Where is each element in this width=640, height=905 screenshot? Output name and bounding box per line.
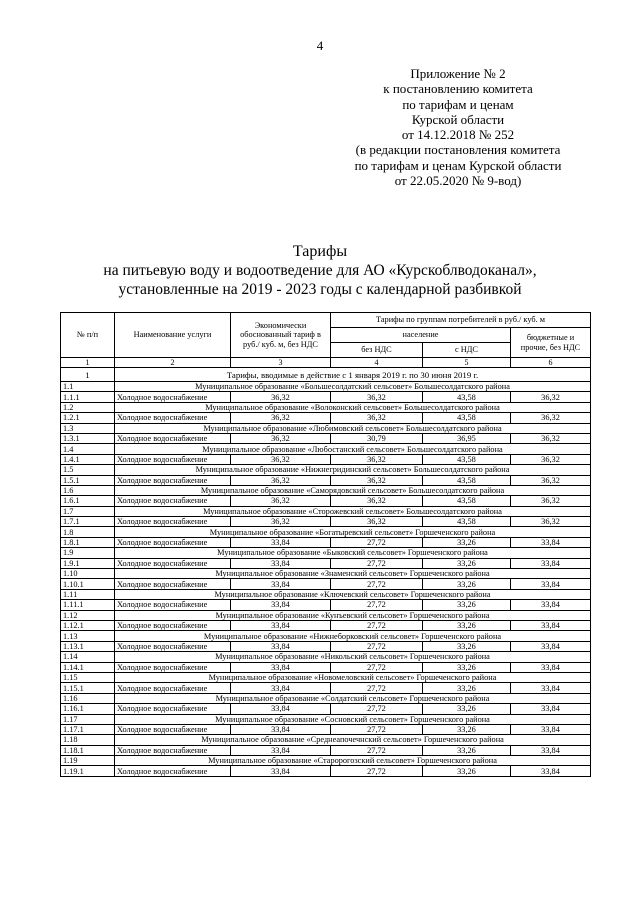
tariff-row: [61, 620, 591, 630]
service-name: Холодное водоснабжение: [115, 724, 231, 734]
budget-value: 36,32: [511, 392, 591, 402]
municipality-row: [61, 652, 591, 662]
municipality-row: [61, 714, 591, 724]
service-name: Холодное водоснабжение: [115, 641, 231, 651]
budget-value: 33,84: [511, 641, 591, 651]
population-no-vat-value: 36,32: [331, 392, 423, 402]
municipality-name: Муниципальное образование «Любимовский сельсовет» Большесолдатского района: [115, 423, 591, 433]
sub-row-number: 1.15.1: [61, 683, 115, 693]
title-line-2: на питьевую воду и водоотведение для АО «Курскоблводоканал»,: [103, 262, 537, 279]
budget-value: 33,84: [511, 662, 591, 672]
population-no-vat-value: 27,72: [331, 641, 423, 651]
economic-tariff-value: 33,84: [231, 558, 331, 568]
appendix-line: Приложение № 2: [410, 66, 506, 81]
service-name: Холодное водоснабжение: [115, 558, 231, 568]
service-name: Холодное водоснабжение: [115, 517, 231, 527]
row-number: 1.8: [61, 527, 115, 537]
municipality-row: [61, 465, 591, 475]
budget-value: 36,32: [511, 517, 591, 527]
sub-row-number: 1.16.1: [61, 704, 115, 714]
municipality-row: [61, 610, 591, 620]
sub-row-number: 1.9.1: [61, 558, 115, 568]
municipality-name: Муниципальное образование «Богатыревский сельсовет» Горшеченского района: [115, 527, 591, 537]
row-number: 1.14: [61, 652, 115, 662]
municipality-name: Муниципальное образование «Волоконский сельсовет» Большесолдатского района: [115, 402, 591, 412]
sub-row-number: 1.18.1: [61, 745, 115, 755]
sub-row-number: 1.11.1: [61, 600, 115, 610]
tariff-row: [61, 537, 591, 547]
economic-tariff-value: 36,32: [231, 496, 331, 506]
budget-value: 36,32: [511, 433, 591, 443]
row-number: 1.4: [61, 444, 115, 454]
municipality-name: Муниципальное образование «Солдатский сельсовет» Горшеченского района: [115, 693, 591, 703]
economic-tariff-value: 33,84: [231, 662, 331, 672]
budget-value: 36,32: [511, 413, 591, 423]
municipality-row: [61, 631, 591, 641]
population-with-vat-value: 33,26: [423, 579, 511, 589]
population-no-vat-value: 27,72: [331, 620, 423, 630]
row-number: 1.9: [61, 548, 115, 558]
budget-value: 33,84: [511, 537, 591, 547]
appendix-line: по тарифам и ценам: [402, 96, 514, 112]
header-population: население: [331, 328, 511, 343]
service-name: Холодное водоснабжение: [115, 600, 231, 610]
budget-value: 36,32: [511, 454, 591, 464]
row-number: 1.15: [61, 672, 115, 682]
sub-row-number: 1.1.1: [61, 392, 115, 402]
header-service: Наименование услуги: [115, 313, 231, 358]
tariff-table: [60, 312, 591, 777]
column-index: 2: [115, 358, 231, 368]
population-with-vat-value: 43,58: [423, 454, 511, 464]
economic-tariff-value: 33,84: [231, 600, 331, 610]
population-with-vat-value: 33,26: [423, 558, 511, 568]
row-number: 1.7: [61, 506, 115, 516]
population-with-vat-value: 33,26: [423, 537, 511, 547]
municipality-row: [61, 756, 591, 766]
municipality-name: Муниципальное образование «Сторожевский сельсовет» Большесолдатского района: [115, 506, 591, 516]
municipality-row: [61, 506, 591, 516]
municipality-row: [61, 735, 591, 745]
row-number: 1.19: [61, 756, 115, 766]
sub-row-number: 1.12.1: [61, 620, 115, 630]
tariff-row: [61, 433, 591, 443]
service-name: Холодное водоснабжение: [115, 392, 231, 402]
tariff-row: [61, 641, 591, 651]
budget-value: 36,32: [511, 475, 591, 485]
economic-tariff-value: 36,32: [231, 433, 331, 443]
column-index: 4: [331, 358, 423, 368]
tariff-row: [61, 392, 591, 402]
sub-row-number: 1.4.1: [61, 454, 115, 464]
sub-row-number: 1.19.1: [61, 766, 115, 776]
municipality-row: [61, 444, 591, 454]
population-no-vat-value: 36,32: [331, 517, 423, 527]
sub-row-number: 1.14.1: [61, 662, 115, 672]
document-title: [0, 242, 640, 299]
municipality-row: [61, 402, 591, 412]
municipality-name: Муниципальное образование «Саморядовский сельсовет» Большесолдатского района: [115, 485, 591, 495]
period-text: Тарифы, вводимые в действие с 1 января 2019 г. по 30 июня 2019 г.: [115, 368, 591, 382]
header-with-vat: с НДС: [423, 343, 511, 358]
economic-tariff-value: 36,32: [231, 517, 331, 527]
tariff-row: [61, 454, 591, 464]
population-with-vat-value: 33,26: [423, 683, 511, 693]
municipality-row: [61, 423, 591, 433]
budget-value: 33,84: [511, 600, 591, 610]
population-no-vat-value: 27,72: [331, 558, 423, 568]
service-name: Холодное водоснабжение: [115, 766, 231, 776]
population-with-vat-value: 33,26: [423, 766, 511, 776]
period-row: [61, 368, 591, 382]
row-number: 1.16: [61, 693, 115, 703]
population-with-vat-value: 43,58: [423, 475, 511, 485]
service-name: Холодное водоснабжение: [115, 662, 231, 672]
header-budget: бюджетные и прочие, без НДС: [511, 328, 591, 358]
economic-tariff-value: 33,84: [231, 620, 331, 630]
population-with-vat-value: 43,58: [423, 392, 511, 402]
population-no-vat-value: 36,32: [331, 475, 423, 485]
population-with-vat-value: 33,26: [423, 724, 511, 734]
budget-value: 33,84: [511, 620, 591, 630]
tariff-row: [61, 517, 591, 527]
municipality-name: Муниципальное образование «Новомеловский сельсовет» Горшеченского района: [115, 672, 591, 682]
population-no-vat-value: 27,72: [331, 600, 423, 610]
row-number: 1.2: [61, 402, 115, 412]
tariff-row: [61, 704, 591, 714]
economic-tariff-value: 33,84: [231, 641, 331, 651]
municipality-name: Муниципальное образование «Большесолдатский сельсовет» Большесолдатского района: [115, 382, 591, 392]
sub-row-number: 1.13.1: [61, 641, 115, 651]
appendix-line: по тарифам и ценам Курской области: [354, 157, 562, 173]
municipality-row: [61, 485, 591, 495]
row-number: 1.3: [61, 423, 115, 433]
municipality-row: [61, 569, 591, 579]
sub-row-number: 1.5.1: [61, 475, 115, 485]
tariff-row: [61, 475, 591, 485]
population-no-vat-value: 36,32: [331, 454, 423, 464]
column-index: 3: [231, 358, 331, 368]
row-number: 1.1: [61, 382, 115, 392]
economic-tariff-value: 33,84: [231, 683, 331, 693]
tariff-row: [61, 496, 591, 506]
appendix-line: от 14.12.2018 № 252: [401, 127, 515, 143]
municipality-name: Муниципальное образование «Быковский сельсовет» Горшеченского района: [115, 548, 591, 558]
column-index: 5: [423, 358, 511, 368]
municipality-name: Муниципальное образование «Старорогозский сельсовет» Горшеченского района: [115, 756, 591, 766]
population-no-vat-value: 27,72: [331, 724, 423, 734]
municipality-row: [61, 548, 591, 558]
municipality-name: Муниципальное образование «Знаменский сельсовет» Горшеченского района: [115, 569, 591, 579]
service-name: Холодное водоснабжение: [115, 454, 231, 464]
sub-row-number: 1.17.1: [61, 724, 115, 734]
budget-value: 33,84: [511, 558, 591, 568]
municipality-name: Муниципальное образование «Среднеапочечнский сельсовет» Горшеченского района: [115, 735, 591, 745]
municipality-row: [61, 672, 591, 682]
service-name: Холодное водоснабжение: [115, 413, 231, 423]
economic-tariff-value: 36,32: [231, 392, 331, 402]
population-no-vat-value: 27,72: [331, 704, 423, 714]
municipality-name: Муниципальное образование «Нижнеборковский сельсовет» Горшеченского района: [115, 631, 591, 641]
economic-tariff-value: 36,32: [231, 454, 331, 464]
budget-value: 33,84: [511, 724, 591, 734]
sub-row-number: 1.2.1: [61, 413, 115, 423]
row-number: 1.11: [61, 589, 115, 599]
column-index-row: [61, 358, 591, 368]
economic-tariff-value: 36,32: [231, 413, 331, 423]
economic-tariff-value: 36,32: [231, 475, 331, 485]
population-with-vat-value: 43,58: [423, 517, 511, 527]
row-number: 1.12: [61, 610, 115, 620]
population-no-vat-value: 36,32: [331, 496, 423, 506]
population-no-vat-value: 27,72: [331, 683, 423, 693]
municipality-row: [61, 589, 591, 599]
population-no-vat-value: 27,72: [331, 662, 423, 672]
population-no-vat-value: 30,79: [331, 433, 423, 443]
population-no-vat-value: 27,72: [331, 745, 423, 755]
population-with-vat-value: 33,26: [423, 600, 511, 610]
sub-row-number: 1.7.1: [61, 517, 115, 527]
sub-row-number: 1.8.1: [61, 537, 115, 547]
economic-tariff-value: 33,84: [231, 724, 331, 734]
municipality-name: Муниципальное образование «Ключевский сельсовет» Горшеченского района: [115, 589, 591, 599]
economic-tariff-value: 33,84: [231, 704, 331, 714]
service-name: Холодное водоснабжение: [115, 683, 231, 693]
municipality-name: Муниципальное образование «Любостанский сельсовет» Большесолдатского района: [115, 444, 591, 454]
economic-tariff-value: 33,84: [231, 745, 331, 755]
population-with-vat-value: 33,26: [423, 662, 511, 672]
tariff-row: [61, 683, 591, 693]
municipality-name: Муниципальное образование «Кунъевский сельсовет» Горшеченского района: [115, 610, 591, 620]
sub-row-number: 1.10.1: [61, 579, 115, 589]
population-no-vat-value: 36,32: [331, 413, 423, 423]
header-consumer-groups: Тарифы по группам потребителей в руб./ куб. м: [331, 313, 591, 328]
row-number: 1.18: [61, 735, 115, 745]
appendix-line: к постановлению комитета: [383, 81, 533, 97]
municipality-row: [61, 382, 591, 392]
service-name: Холодное водоснабжение: [115, 433, 231, 443]
row-number: 1.13: [61, 631, 115, 641]
economic-tariff-value: 33,84: [231, 766, 331, 776]
budget-value: 36,32: [511, 496, 591, 506]
service-name: Холодное водоснабжение: [115, 579, 231, 589]
row-number: 1.17: [61, 714, 115, 724]
municipality-name: Муниципальное образование «Нижнегридинский сельсовет» Большесолдатского района: [115, 465, 591, 475]
population-with-vat-value: 33,26: [423, 745, 511, 755]
service-name: Холодное водоснабжение: [115, 745, 231, 755]
population-with-vat-value: 43,58: [423, 496, 511, 506]
service-name: Холодное водоснабжение: [115, 496, 231, 506]
appendix-block: [333, 66, 583, 188]
service-name: Холодное водоснабжение: [115, 537, 231, 547]
tariff-row: [61, 413, 591, 423]
budget-value: 33,84: [511, 579, 591, 589]
municipality-row: [61, 693, 591, 703]
economic-tariff-value: 33,84: [231, 537, 331, 547]
appendix-line: (в редакции постановления комитета: [355, 142, 561, 158]
tariff-row: [61, 745, 591, 755]
sub-row-number: 1.3.1: [61, 433, 115, 443]
title-line-3: установленные на 2019 - 2023 годы с календарной разбивкой: [118, 281, 522, 298]
population-with-vat-value: 43,58: [423, 413, 511, 423]
municipality-name: Муниципальное образование «Сосновский сельсовет» Горшеченского района: [115, 714, 591, 724]
municipality-row: [61, 527, 591, 537]
budget-value: 33,84: [511, 766, 591, 776]
page-number: 4: [316, 38, 324, 53]
title-line-1: Тарифы: [292, 243, 348, 260]
budget-value: 33,84: [511, 683, 591, 693]
row-number: 1.10: [61, 569, 115, 579]
tariff-row: [61, 724, 591, 734]
sub-row-number: 1.6.1: [61, 496, 115, 506]
service-name: Холодное водоснабжение: [115, 620, 231, 630]
population-no-vat-value: 27,72: [331, 579, 423, 589]
population-with-vat-value: 36,95: [423, 433, 511, 443]
tariff-row: [61, 558, 591, 568]
column-index: 1: [61, 358, 115, 368]
header-no-vat: без НДС: [331, 343, 423, 358]
population-no-vat-value: 27,72: [331, 766, 423, 776]
tariff-row: [61, 662, 591, 672]
population-no-vat-value: 27,72: [331, 537, 423, 547]
population-with-vat-value: 33,26: [423, 620, 511, 630]
tariff-row: [61, 766, 591, 776]
appendix-line: от 22.05.2020 № 9-вод): [394, 173, 522, 189]
municipality-name: Муниципальное образование «Никольский сельсовет» Горшеченского района: [115, 652, 591, 662]
column-index: 6: [511, 358, 591, 368]
population-with-vat-value: 33,26: [423, 704, 511, 714]
period-num: 1: [61, 368, 115, 382]
tariff-row: [61, 600, 591, 610]
population-with-vat-value: 33,26: [423, 641, 511, 651]
row-number: 1.5: [61, 465, 115, 475]
budget-value: 33,84: [511, 704, 591, 714]
service-name: Холодное водоснабжение: [115, 704, 231, 714]
row-number: 1.6: [61, 485, 115, 495]
tariff-row: [61, 579, 591, 589]
service-name: Холодное водоснабжение: [115, 475, 231, 485]
budget-value: 33,84: [511, 745, 591, 755]
appendix-line: Курской области: [411, 111, 505, 127]
header-num: № п/п: [61, 313, 115, 358]
economic-tariff-value: 33,84: [231, 579, 331, 589]
header-economic-tariff: Экономически обоснованный тариф в руб./ куб. м, без НДС: [231, 313, 331, 358]
